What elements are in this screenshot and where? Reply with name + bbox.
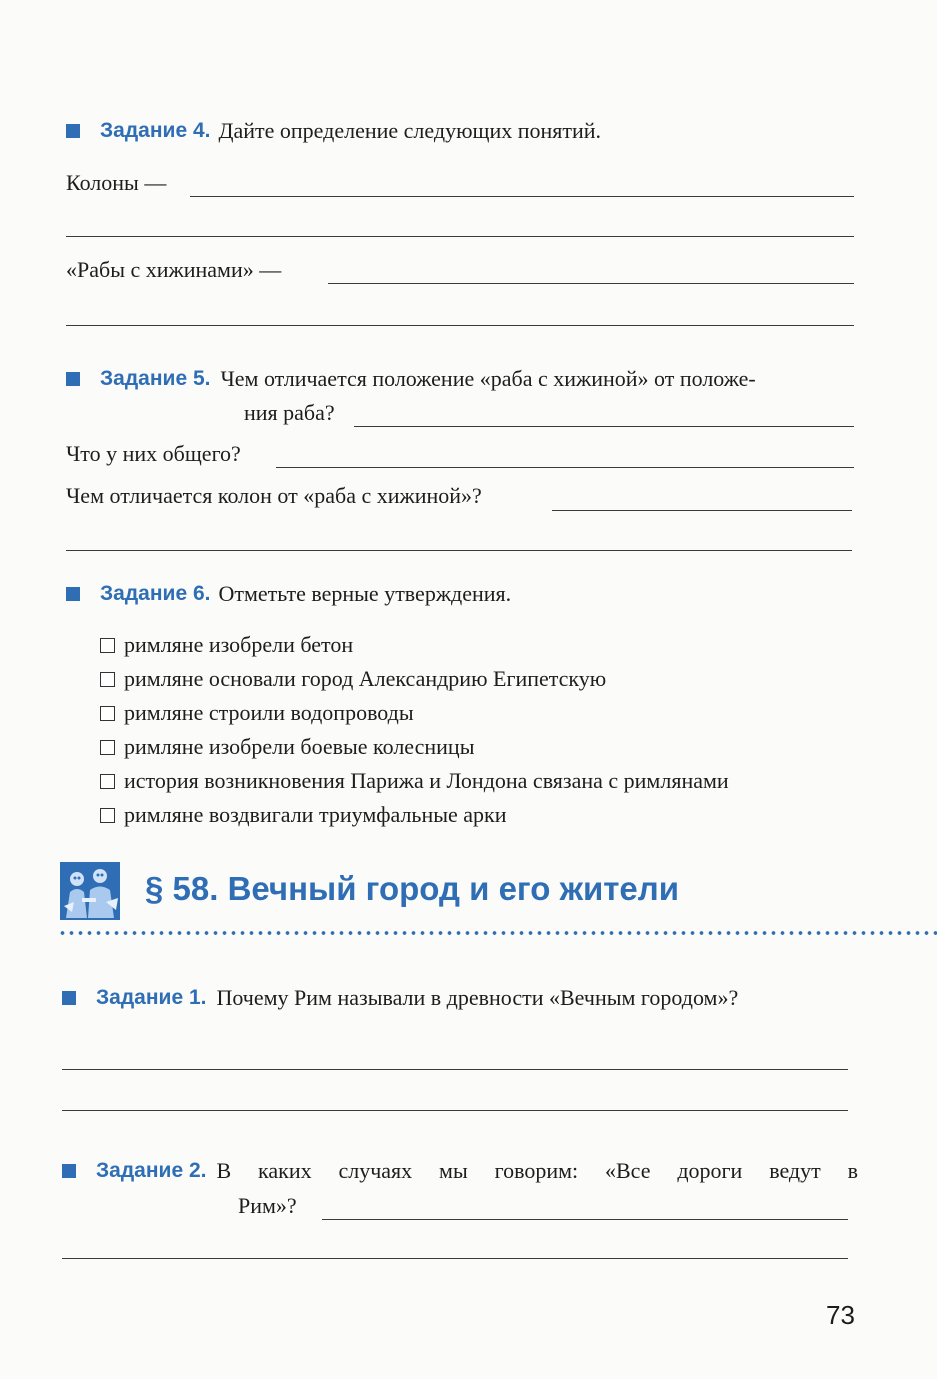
task5-question3: Чем отличается колон от «раба с хижиной»? [66, 483, 482, 508]
task-bullet-icon [62, 991, 76, 1005]
statement-text: римляне изобрели боевые колесницы [124, 734, 475, 759]
statement-text: римляне строили водопроводы [124, 700, 414, 725]
task6-label: Задание 6. [100, 582, 211, 605]
s58-task1-label: Задание 1. [96, 986, 207, 1009]
statement-item[interactable] [100, 700, 414, 726]
answer-line[interactable] [552, 510, 852, 511]
answer-line[interactable] [190, 196, 854, 197]
task4-heading [66, 118, 601, 144]
task5-heading [66, 366, 756, 392]
checkbox[interactable] [100, 808, 115, 823]
task4-text: Дайте определение следующих понятий. [218, 118, 602, 143]
section-title: § 58. Вечный город и его жители [145, 870, 680, 907]
page-number: 73 [826, 1300, 855, 1330]
task6-heading [66, 581, 511, 607]
task-bullet-icon [66, 124, 80, 138]
task4-label: Задание 4. [100, 119, 211, 142]
task5-text-line1: Чем отличается положение «раба с хижиной» от положе- [220, 366, 756, 391]
statement-text: римляне изобрели бетон [124, 632, 354, 657]
term-slaves-with-huts: «Рабы с хижинами» — [66, 257, 282, 282]
answer-line[interactable] [62, 1069, 848, 1070]
task-bullet-icon [66, 372, 80, 386]
statement-item[interactable] [100, 666, 606, 692]
statement-item[interactable] [100, 768, 729, 794]
checkbox[interactable] [100, 638, 115, 653]
section-illustration-icon [60, 862, 120, 920]
s58-task1-heading [62, 985, 738, 1011]
statement-text: римляне воздвигали триумфальные арки [124, 802, 507, 827]
s58-task2-heading [62, 1158, 858, 1184]
answer-line[interactable] [62, 1110, 848, 1111]
term-colons: Колоны — [66, 170, 167, 195]
statement-item[interactable] [100, 632, 353, 658]
checkbox[interactable] [100, 706, 115, 721]
statement-text: римляне основали город Александрию Египетскую [124, 666, 607, 691]
checkbox[interactable] [100, 740, 115, 755]
answer-line[interactable] [66, 236, 854, 237]
task5-text-line2: ния раба? [244, 400, 335, 425]
s58-task2-label: Задание 2. [96, 1159, 207, 1182]
task5-question2: Что у них общего? [66, 441, 241, 466]
s58-task2-text-line2: Рим»? [238, 1193, 297, 1218]
checkbox[interactable] [100, 672, 115, 687]
task-bullet-icon [62, 1164, 76, 1178]
answer-line[interactable] [328, 283, 854, 284]
answer-line[interactable] [62, 1258, 848, 1259]
s58-task1-text: Почему Рим называли в древности «Вечным городом»? [216, 985, 739, 1010]
answer-line[interactable] [276, 467, 854, 468]
task5-label: Задание 5. [100, 367, 211, 390]
s58-task2-text-line1: В каких случаях мы говорим: «Все дороги ведут в [216, 1158, 858, 1183]
statement-text: история возникновения Парижа и Лондона связана с римлянами [124, 768, 729, 793]
task-bullet-icon [66, 587, 80, 601]
checkbox[interactable] [100, 774, 115, 789]
statement-item[interactable] [100, 734, 474, 760]
answer-line[interactable] [322, 1219, 848, 1220]
statement-item[interactable] [100, 802, 507, 828]
answer-line[interactable] [66, 325, 854, 326]
dotted-divider [58, 930, 937, 936]
answer-line[interactable] [354, 426, 854, 427]
task6-text: Отметьте верные утверждения. [218, 581, 512, 606]
answer-line[interactable] [66, 550, 852, 551]
